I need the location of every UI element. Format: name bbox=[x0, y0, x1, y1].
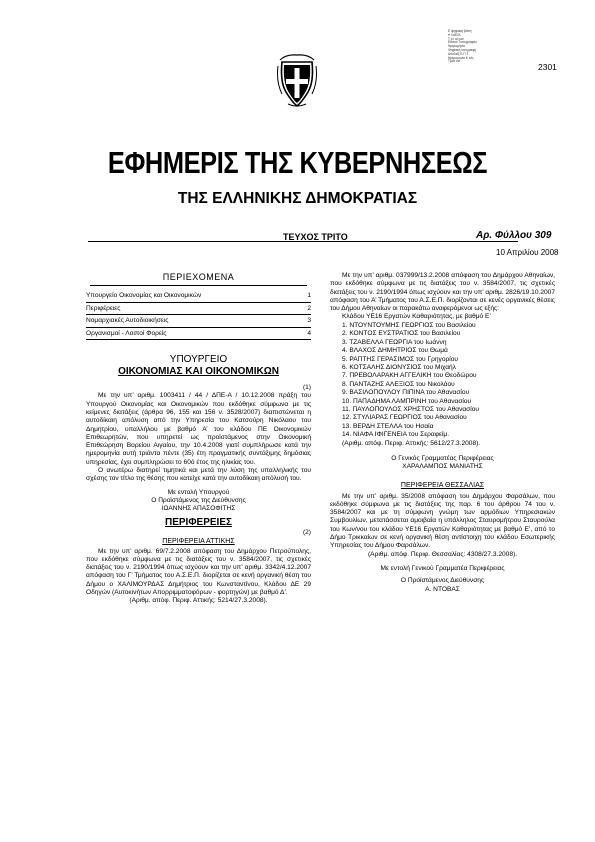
toc-item-page: 2 bbox=[307, 304, 311, 312]
list-item: 8. ΠΑΝΤΑΖΗΣ ΑΛΕΞΙΟΣ του Νικολάου bbox=[342, 380, 455, 388]
list-item: 3. ΤΖΑΒΕΛΛΑ ΓΕΩΡΓΙΑ του Ιωάννη bbox=[342, 338, 447, 346]
signature-line: Με εντολή Γενικού Γραμματέα Περιφέρειας bbox=[380, 564, 505, 572]
issue-type: ΤΕΥΧΟΣ ΤΡΙΤΟ bbox=[283, 232, 348, 242]
decision-text: Με την υπ’ αριθμ. 35/2008 απόφαση του Δημάρχου Φαρσάλων, που εκδόθηκε σύμφωνα με τις διατάξεις της παρ. 6 του άρθρου 74 του ν. 3584/2007 και με τη σύμφωνη γνώμη των αρμόδιων Υπηρεσιακών Συμβουλίων, μετατάσσεται αμοιβαία η υπάλληλος Σταυρομήτρου Σταυρούλα του Κων/νου του κλάδου ΥΕ16 Εργατών Καθαριότητας με βαθμό Ε’, από το Δήμο Τρικκαίων σε κενή οργανική θέση αντίστοιχη του κλάδου Εσωτερικής Υπηρεσίας του Δήμου Φαρσάλων. bbox=[330, 492, 555, 550]
stamp-line: Τράτ οτε bbox=[448, 59, 461, 64]
list-item: 14. ΝΙΑΦΑ ΙΦΙΓΕΝΕΙΑ του Σεραφείμ. bbox=[342, 431, 450, 439]
decision-reference: (Αριθμ. απόφ. Περιφ. Αττικής: 5612/27.3.2008). bbox=[342, 439, 481, 447]
list-heading: Κλάδου ΥΕ16 Εργατών Καθαριότητας, με βαθμό Ε’ bbox=[342, 313, 491, 321]
table-of-contents bbox=[86, 290, 311, 340]
region-heading: ΠΕΡΙΦΕΡΕΙΑ ΑΤΤΙΚΗΣ bbox=[162, 537, 235, 545]
signature-line: Με εντολή Υπουργού bbox=[167, 488, 230, 496]
toc-item-label: Οργανισμοί - Λοιποί Φορείς bbox=[86, 329, 167, 337]
toc-item[interactable] bbox=[86, 290, 311, 303]
list-item: 13. ΒΕΡΔΗ ΣΤΕΛΛΑ του Ησαία bbox=[342, 422, 434, 430]
toc-heading: ΠΕΡΙΕΧΟΜΕΝΑ bbox=[162, 272, 235, 282]
signature-line: Ο Προϊστάμενος Διεύθυνσης bbox=[400, 577, 485, 585]
ministry-heading: ΥΠΟΥΡΓΕΙΟ bbox=[169, 354, 228, 366]
right-column bbox=[330, 272, 555, 594]
signature-line: Ο Γενικός Γραμματέας Περιφέρειας bbox=[391, 454, 494, 462]
list-item: 7. ΠΡΕΒΟΛΑΡΑΚΗ ΑΓΓΕΛΙΚΗ του Θεοδώρου bbox=[342, 372, 477, 380]
regions-heading: ΠΕΡΙΦΕΡΕΙΕΣ bbox=[164, 516, 232, 528]
list-item: 6. ΚΟΤΣΑΛΗΣ ΔΙΟΝΥΣΙΟΣ του Μιχαήλ bbox=[342, 363, 456, 371]
stamp-line: Ημερομηνία Κ τι/η bbox=[448, 55, 474, 60]
decision-reference: (Αριθμ. απόφ. Περιφ. Θεσσαλίας: 4308/27.3.2008). bbox=[367, 550, 518, 558]
decision-text: Ο ανωτέρω διατηρεί τιμητικά και μετά την λύση της υπαλληλικής του σχέσης τον τίτλο της θέσης που κατείχε κατά την αυτοδίκαιη απόλυσή του. bbox=[86, 467, 311, 483]
signature-line: Ο Προϊστάμενος της Διεύθυνσης bbox=[151, 496, 246, 504]
ministry-name: ΟΙΚΟΝΟΜΙΑΣ ΚΑΙ ΟΙΚΟΝΟΜΙΚΩΝ bbox=[118, 366, 279, 378]
toc-item-label: Υπουργείο Οικονομίας και Οικονομικών bbox=[86, 292, 202, 299]
toc-item[interactable] bbox=[86, 315, 311, 328]
stamp-line: Αποδείξ Κ.Π.Τ. bbox=[448, 51, 469, 56]
toc-item[interactable] bbox=[86, 328, 311, 341]
stamp-line: Ημερομηνία bbox=[448, 44, 465, 49]
stamp-line: Ε ψηφιακή βάση bbox=[448, 29, 472, 33]
list-item: 2. ΚΟΝΤΟΣ ΕΥΣΤΡΑΤΙΟΣ του Βασιλείου bbox=[342, 330, 461, 338]
left-column bbox=[86, 272, 311, 606]
toc-item[interactable] bbox=[86, 303, 311, 316]
sheet-number: Αρ. Φύλλου 309 bbox=[476, 230, 552, 241]
digital-signature-stamp bbox=[448, 30, 508, 64]
toc-item-label: Περιφέρειες bbox=[86, 304, 121, 312]
toc-divider bbox=[90, 285, 307, 286]
toc-item-page: 3 bbox=[307, 317, 311, 325]
decision-text: Με την υπ’ αριθμ. 69/7.2.2008 απόφαση του Δημάρχου Πετρούπολης, που εκδόθηκε σύμφωνα με τις διατάξεις του ν. 3584/2007, τις σχετικές διατάξεις του ν. 2190/1994 όπως ισχύουν και την υπ’ αριθμ. 3342/4.12.2007 απόφαση του Γ’ Τμήματος του Α.Σ.Ε.Π. διορίζεται σε κενή οργανική θέση του Δήμου ο ΧΑΛΙΜΟΥΡΔΑΣ Δημήτριος του Κωνσταντίνου, Κλάδου ΔΕ 29 Οδηγών (Αυτοκινήτων Απορριμματοφόρων - φορτηγών) με βαθμό Δ’. bbox=[86, 547, 311, 597]
page-number: 2301 bbox=[538, 62, 557, 72]
toc-item-page: 4 bbox=[307, 329, 311, 337]
decision-text: Με την υπ’ αριθμ. 037999/13.2.2008 απόφαση του Δημάρχου Αθηναίων, που εκδόθηκε σύμφωνα με τις διατάξεις του ν. 3584/2007, τις σχετικές διατάξεις του ν. 2190/1994 όπως ισχύουν και την υπ’ αριθμ. 2826/19.10.2007 απόφαση του Α’ Τμήματος του Α.Σ.Ε.Π. διορίζονται σε κενές οργανικές θέσεις του Δήμου Αθηναίων οι παρακάτω αναφερόμενοι ως εξής: bbox=[330, 272, 555, 313]
list-item: 4. ΒΛΑΧΟΣ ΔΗΜΗΤΡΙΟΣ του Θωμά bbox=[342, 347, 448, 355]
toc-item-label: Νομαρχιακές Αυτοδιοικήσεις bbox=[86, 317, 169, 325]
decision-reference: (Αριθμ. απόφ. Περιφ. Αττικής: 5214/27.3.2008). bbox=[129, 597, 268, 605]
issue-date: 10 Απριλίου 2008 bbox=[496, 248, 559, 257]
signatory-name: ΧΑΡΑΛΑΜΠΟΣ ΜΑΝΙΑΤΗΣ bbox=[402, 463, 483, 471]
list-item: 5. ΡΑΠΤΗΣ ΓΕΡΑΣΙΜΟΣ του Γρηγορίου bbox=[342, 355, 458, 363]
region-heading: ΠΕΡΙΦΕΡΕΙΑ ΘΕΣΣΑΛΙΑΣ bbox=[400, 481, 485, 489]
list-item: 12. ΣΤΥΛΙΑΡΑΣ ΓΕΩΡΓΙΟΣ του Αθανασίου bbox=[342, 414, 467, 422]
stamp-line: Ψηφιακή υπογραφή bbox=[448, 47, 477, 52]
signatory-name: Α. ΝΤΟΒΑΣ bbox=[425, 585, 460, 593]
stamp-line: Τ α ι κό και bbox=[448, 36, 464, 41]
decision-text: Με την υπ’ αριθμ. 1003411 / 44 / ΔΠΕ-Α / 10.12.2008 πράξη του Υπουργού Οικονομίας και Οικονομικών που εκδόθηκε σύμφωνα με τις κείμενες διατάξεις (άρθρα 96, 155 και 156 ν. 3528/2007) διαπιστώνεται η αυτοδίκαιη απόλυση από την Υπηρεσία του Κατσούρη Νικόλαου του Δημητρίου, υπαλλήλου με βαθμό Α’ του κλάδου ΠΕ Οικονομικών Επιθεωρητών, που υπηρετεί ως προϊστάμενος στην Οικονομική Επιθεώρηση Βορείου Αιγαίου, την 10.4.2008 γιατί συμπλήρωσε κατά την ημερομηνία αυτή τριάντα πέντε (35) έτη πραγματικής συντάξιμης δημόσιας υπηρεσίας, έχει συμπληρώσει το 60ό έτος της ηλικίας του. bbox=[86, 392, 311, 466]
coat-of-arms-icon bbox=[276, 52, 318, 108]
header-divider bbox=[88, 241, 518, 242]
list-item: 11. ΠΑΥΛΟΠΟΥΛΟΣ ΧΡΗΣΤΟΣ του Αθανασίου bbox=[342, 405, 479, 413]
signatory-name: ΙΩΑΝΝΗΣ ΑΠΑΣΟΦΙΤΗΣ bbox=[161, 505, 236, 513]
list-item: 9. ΒΑΣΙΛΟΠΟΥΛΟΥ ΠΙΠΙΝΑ του Αθανασίου bbox=[342, 389, 470, 397]
stamp-line: Η λυ/Ε/Δ bbox=[448, 32, 461, 37]
list-item: 10. ΠΑΠΑΔΗΜΑ ΛΑΜΠΡΙΝΗ του Αθανασίου bbox=[342, 397, 472, 405]
list-item: 1. ΝΤΟΥΝΤΟΥΜΗΣ ΓΕΩΡΓΙΟΣ του Βασιλείου bbox=[342, 321, 476, 329]
gazette-title: ΕΦΗΜΕΡΙΣ ΤΗΣ ΚΥΒΕΡΝΗΣΕΩΣ bbox=[107, 145, 488, 180]
toc-item-page: 1 bbox=[307, 292, 311, 299]
gazette-subtitle: ΤΗΣ ΕΛΛΗΝΙΚΗΣ ΔΗΜΟΚΡΑΤΙΑΣ bbox=[177, 190, 418, 207]
decision-number: (2) bbox=[302, 528, 311, 536]
decision-number: (1) bbox=[302, 384, 311, 392]
stamp-line: Εθνικό Τυπογραφείο bbox=[448, 40, 477, 45]
